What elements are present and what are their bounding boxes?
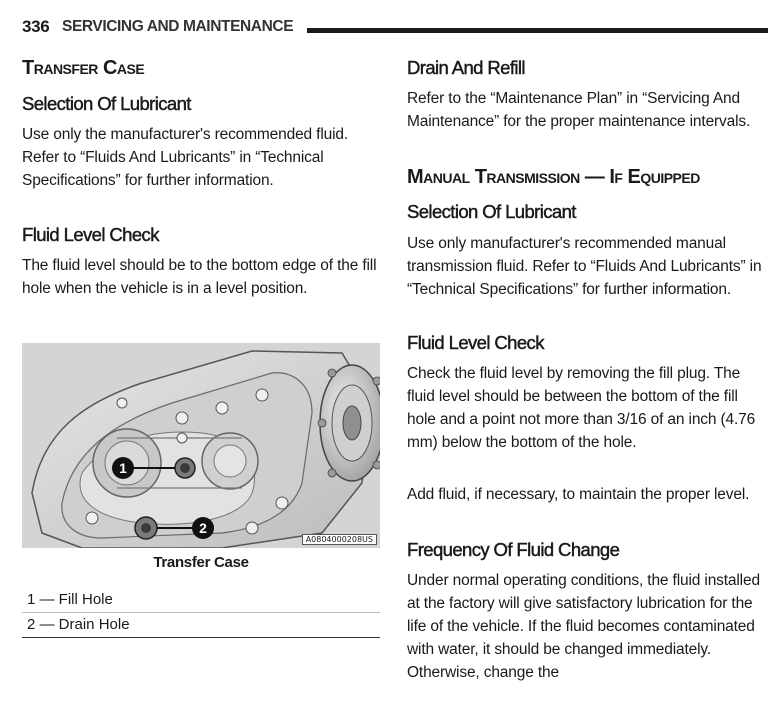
right-selection-heading: Selection Of Lubricant — [407, 201, 576, 222]
callout-2-label: 2 — [199, 520, 207, 536]
callout-1-label: 1 — [119, 460, 127, 476]
legend-item-drain-hole: 2 — Drain Hole — [22, 613, 380, 638]
legend-item-fill-hole: 1 — Fill Hole — [22, 588, 380, 613]
right-fluid-check-heading: Fluid Level Check — [407, 332, 544, 353]
page-header — [22, 14, 768, 42]
right-fluid-check-text-2: Add fluid, if necessary, to maintain the proper level. — [407, 486, 750, 503]
page-number: 336 — [22, 17, 50, 36]
header-rule — [307, 28, 768, 33]
figure-code: A0804000208US — [302, 534, 377, 545]
frequency-text: Under normal operating conditions, the fluid installed at the factory will give satisfactory lubrication for the life of the vehicle. If the fluid becomes contaminated with water, it should be changed immediately. Otherwise, change the — [407, 572, 760, 681]
transfer-case-figure — [22, 343, 380, 548]
transfer-case-illustration — [22, 343, 380, 548]
right-selection-text: Use only manufacturer's recommended manual transmission fluid. Refer to “Fluids And Lubricants” in “Technical Specifications” for further information. — [407, 235, 762, 298]
fluid-check-heading: Fluid Level Check — [22, 224, 159, 245]
right-fluid-check-text-1: Check the fluid level by removing the fill plug. The fluid level should be between the bottom of the fill hole and a point not more than 3/16 of an inch (4.76 mm) below the bottom of the hole. — [407, 365, 756, 451]
figure-legend — [22, 588, 380, 638]
drain-refill-text: Refer to the “Maintenance Plan” in “Servicing And Maintenance” for the proper maintenance intervals. — [407, 90, 751, 130]
manual-transmission-heading: Manual Transmission — If Equipped — [407, 166, 700, 188]
transfer-case-heading: Transfer Case — [22, 57, 145, 79]
drain-refill-heading: Drain And Refill — [407, 57, 525, 78]
selection-text: Use only the manufacturer's recommended fluid. Refer to “Fluids And Lubricants” in “Technical Specifications” for further information. — [22, 126, 349, 189]
running-head: SERVICING AND MAINTENANCE — [62, 18, 294, 35]
figure-caption: Transfer Case — [153, 554, 249, 571]
fluid-check-text: The fluid level should be to the bottom edge of the fill hole when the vehicle is in a level position. — [22, 257, 377, 297]
selection-heading: Selection Of Lubricant — [22, 93, 191, 114]
frequency-heading: Frequency Of Fluid Change — [407, 539, 620, 560]
